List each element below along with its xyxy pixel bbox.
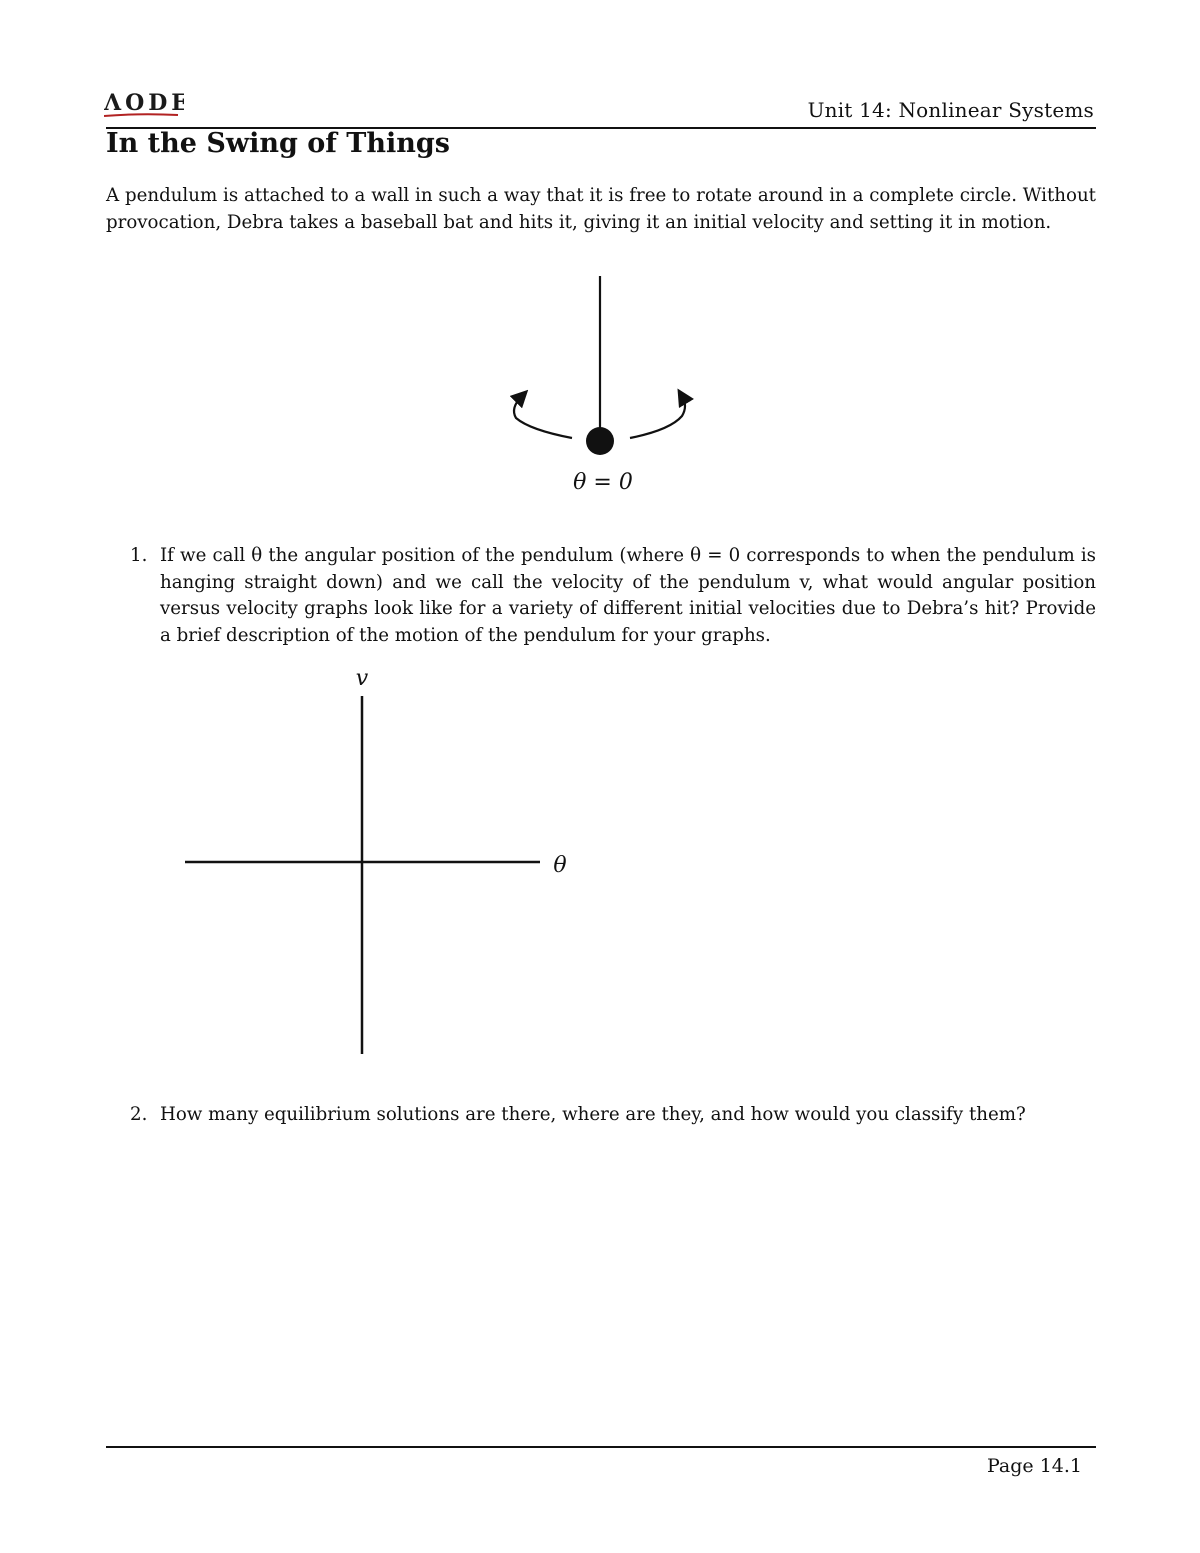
v-axis-label: v (355, 666, 369, 691)
question-1 (130, 543, 1096, 649)
pendulum-bob (586, 427, 614, 455)
question-1-number: 1. (130, 545, 148, 566)
question-2-number: 2. (130, 1104, 148, 1125)
unit-title: Unit 14: Nonlinear Systems (807, 98, 1094, 122)
question-1-text: If we call θ the angular position of the pendulum (where θ = 0 corresponds to when the pendulum is hanging straight down) and we call the velocity of the pendulum v, what would angular position versus velocity graphs look like for a variety of different initial velocities due to Debra’s hit? Provide a brief description of the motion of the pendulum for your graphs. (160, 545, 1096, 646)
page-title: In the Swing of Things (106, 128, 450, 159)
question-2 (130, 1102, 1096, 1129)
right-swing-arrow-icon (630, 396, 685, 438)
phase-plane-axes (180, 660, 580, 1060)
pendulum-label: θ = 0 (573, 470, 633, 495)
theta-axis-label: θ (553, 853, 567, 878)
question-2-text: How many equilibrium solutions are there, where are they, and how would you classify them? (160, 1104, 1026, 1125)
page-number: Page 14.1 (986, 1455, 1082, 1477)
logo-text: ΛODE (104, 90, 184, 116)
logo (104, 86, 184, 122)
footer-rule (106, 1446, 1096, 1448)
left-swing-arrow-icon (514, 396, 572, 438)
pendulum-figure (500, 270, 700, 500)
intro-paragraph: A pendulum is attached to a wall in such a way that it is free to rotate around in a complete circle. Without provocation, Debra takes a baseball bat and hits it, giving it an initial velocity and setting it in motion. (106, 185, 1096, 233)
